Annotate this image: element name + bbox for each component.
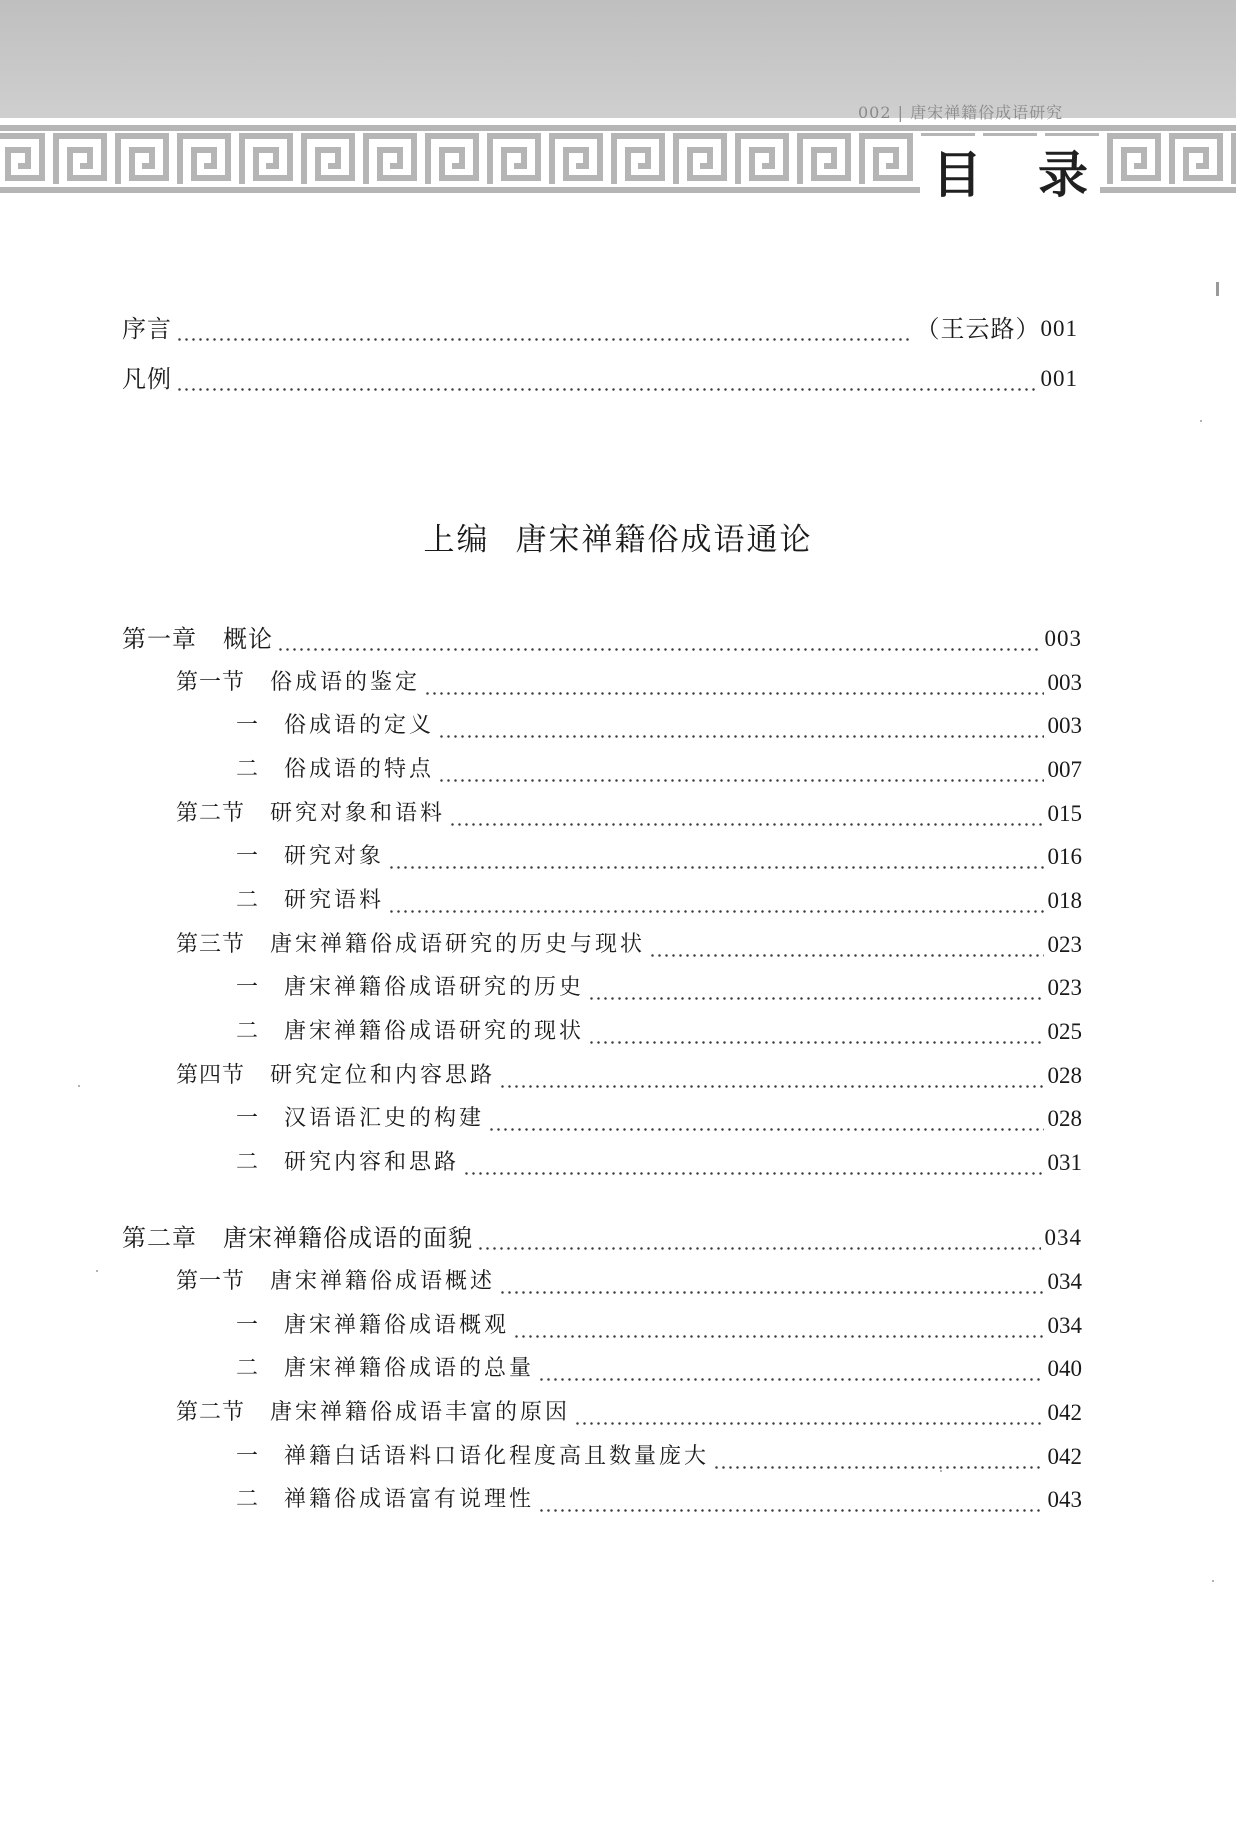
toc-entry-page: 028 bbox=[1047, 1106, 1082, 1131]
toc-entry-page: 023 bbox=[1047, 975, 1082, 1000]
leader-dots bbox=[499, 1061, 1043, 1091]
fret-key-motif bbox=[1110, 136, 1158, 184]
toc-entry-number: 二 bbox=[236, 888, 259, 913]
contents-title-char-1: 目 bbox=[932, 146, 982, 204]
toc-entry-title: 禅籍俗成语富有说理性 bbox=[284, 1487, 535, 1512]
toc-entry-number: 二 bbox=[236, 1356, 259, 1381]
toc-entry-page: 025 bbox=[1047, 1019, 1082, 1044]
toc-entry-page: 042 bbox=[1047, 1400, 1082, 1425]
fret-key-motif bbox=[56, 136, 104, 184]
toc-entry-number: 一 bbox=[236, 1106, 259, 1131]
toc-entry-page: 003 bbox=[1047, 713, 1082, 738]
toc-entry-page: 003 bbox=[1044, 626, 1082, 651]
toc-entry-page: 016 bbox=[1047, 844, 1082, 869]
toc-entry-title: 俗成语的定义 bbox=[284, 713, 435, 738]
toc-entry-number: 一 bbox=[236, 975, 259, 1000]
toc-entry-title: 序言 bbox=[122, 315, 172, 343]
toc-entry-title: 研究对象和语料 bbox=[270, 801, 446, 826]
toc-entry-number: 第一节 bbox=[176, 670, 246, 695]
toc-entry[interactable] bbox=[236, 1142, 1082, 1178]
toc-entry[interactable] bbox=[176, 1392, 1082, 1428]
toc-entry-title: 俗成语的鉴定 bbox=[270, 670, 421, 695]
toc-entry-number: 第二节 bbox=[176, 1400, 246, 1425]
toc-entry-number: 一 bbox=[236, 844, 259, 869]
toc-entry-page: 031 bbox=[1047, 1150, 1082, 1175]
toc-entry-number: 第三节 bbox=[176, 932, 246, 957]
toc-entry-page: 034 bbox=[1047, 1313, 1082, 1338]
leader-dots bbox=[499, 1267, 1043, 1297]
toc-entry-title: 研究语料 bbox=[284, 888, 385, 913]
leader-dots bbox=[449, 799, 1043, 829]
fret-key-motif bbox=[614, 136, 662, 184]
toc-entry[interactable] bbox=[236, 749, 1082, 785]
toc-entry-page: 040 bbox=[1047, 1356, 1082, 1381]
toc-entry-page: 043 bbox=[1047, 1487, 1082, 1512]
toc-entry-page: 001 bbox=[1040, 366, 1078, 391]
fret-key-motif bbox=[490, 136, 538, 184]
leader-dots bbox=[438, 755, 1043, 785]
fret-key-motif bbox=[800, 136, 848, 184]
toc-entry-title: 唐宋禅籍俗成语研究的历史与现状 bbox=[270, 932, 646, 957]
toc-entry-page: 001 bbox=[1040, 316, 1078, 341]
toc-entry-title: 俗成语的特点 bbox=[284, 757, 435, 782]
leader-dots bbox=[488, 1104, 1043, 1134]
toc-entry[interactable] bbox=[236, 880, 1082, 916]
toc-entry[interactable] bbox=[236, 836, 1082, 872]
toc-entry-page: 042 bbox=[1047, 1444, 1082, 1469]
toc-entry-title: 研究定位和内容思路 bbox=[270, 1063, 496, 1088]
toc-entry-page: 018 bbox=[1047, 888, 1082, 913]
toc-entry-title: 凡例 bbox=[122, 365, 172, 393]
fret-key-motif bbox=[118, 136, 166, 184]
toc-entry[interactable] bbox=[236, 1348, 1082, 1384]
fret-key-motif bbox=[1172, 136, 1220, 184]
contents-title-char-2: 录 bbox=[1038, 146, 1088, 204]
toc-entry-preface[interactable] bbox=[122, 308, 1078, 344]
leader-dots bbox=[538, 1354, 1043, 1384]
leader-dots bbox=[588, 1017, 1043, 1047]
toc-entry-title: 唐宋禅籍俗成语的总量 bbox=[284, 1356, 535, 1381]
leader-dots bbox=[388, 842, 1043, 872]
toc-entry-number: 二 bbox=[236, 1487, 259, 1512]
leader-dots bbox=[388, 886, 1043, 916]
toc-entry[interactable] bbox=[122, 1217, 1082, 1253]
toc-entry-number: 第一章 bbox=[122, 625, 197, 653]
scan-speck bbox=[1212, 1580, 1214, 1582]
leader-dots bbox=[649, 930, 1043, 960]
leader-dots bbox=[713, 1442, 1043, 1472]
scan-speck bbox=[940, 1470, 942, 1472]
toc-entry-number: 一 bbox=[236, 1444, 259, 1469]
fret-key-motif bbox=[366, 136, 414, 184]
toc-entry-title: 研究内容和思路 bbox=[284, 1150, 460, 1175]
leader-dots bbox=[176, 364, 1037, 394]
leader-dots bbox=[477, 1223, 1041, 1253]
toc-entry-number: 二 bbox=[236, 1150, 259, 1175]
fret-key-motif bbox=[676, 136, 724, 184]
scan-speck bbox=[96, 1270, 98, 1272]
leader-dots bbox=[588, 973, 1043, 1003]
toc-entry-title: 唐宋禅籍俗成语的面貌 bbox=[223, 1224, 473, 1252]
toc-entry-title: 唐宋禅籍俗成语概观 bbox=[284, 1313, 510, 1338]
toc-entry[interactable] bbox=[176, 1055, 1082, 1091]
leader-dots bbox=[438, 711, 1043, 741]
edge-mark bbox=[1216, 282, 1219, 296]
leader-dots bbox=[513, 1311, 1043, 1341]
toc-entry-author: （王云路） bbox=[915, 315, 1041, 343]
toc-entry-page: 034 bbox=[1044, 1225, 1082, 1250]
toc-entry[interactable] bbox=[176, 1261, 1082, 1297]
leader-dots bbox=[424, 668, 1043, 698]
contents-title bbox=[920, 136, 1100, 206]
toc-entry-title: 概论 bbox=[223, 625, 273, 653]
part-label: 上编 bbox=[423, 522, 490, 558]
toc-entry-title: 唐宋禅籍俗成语丰富的原因 bbox=[270, 1400, 571, 1425]
toc-entry[interactable] bbox=[176, 662, 1082, 698]
fret-key-motif bbox=[428, 136, 476, 184]
toc-entry-number: 一 bbox=[236, 1313, 259, 1338]
toc-entry-number: 第二章 bbox=[122, 1224, 197, 1252]
header-band bbox=[0, 0, 1236, 122]
leader-dots bbox=[277, 624, 1041, 654]
toc-entry-title: 唐宋禅籍俗成语研究的现状 bbox=[284, 1019, 585, 1044]
leader-dots bbox=[574, 1398, 1043, 1428]
toc-entry[interactable] bbox=[236, 967, 1082, 1003]
leader-dots bbox=[463, 1148, 1043, 1178]
toc-entry-page: 003 bbox=[1047, 670, 1082, 695]
fret-key-motif bbox=[552, 136, 600, 184]
toc-entry[interactable] bbox=[236, 1011, 1082, 1047]
toc-entry-number: 二 bbox=[236, 757, 259, 782]
leader-dots bbox=[176, 314, 912, 344]
fret-key-motif bbox=[180, 136, 228, 184]
toc-entry-title: 汉语语汇史的构建 bbox=[284, 1106, 485, 1131]
fret-key-motif bbox=[0, 136, 42, 184]
scan-speck bbox=[1200, 420, 1202, 422]
toc-entry-number: 二 bbox=[236, 1019, 259, 1044]
toc-entry-page: 028 bbox=[1047, 1063, 1082, 1088]
toc-entry-page: 034 bbox=[1047, 1269, 1082, 1294]
toc-entry[interactable] bbox=[236, 1479, 1082, 1515]
toc-entry-page: 023 bbox=[1047, 932, 1082, 957]
part-title: 唐宋禅籍俗成语通论 bbox=[515, 522, 813, 558]
fret-key-motif bbox=[242, 136, 290, 184]
toc-entry[interactable] bbox=[236, 1305, 1082, 1341]
toc-entry-number: 第四节 bbox=[176, 1063, 246, 1088]
toc-entry-title: 唐宋禅籍俗成语概述 bbox=[270, 1269, 496, 1294]
toc-entry[interactable] bbox=[176, 793, 1082, 829]
part-heading bbox=[0, 514, 1236, 559]
toc-entry-conventions[interactable] bbox=[122, 358, 1078, 394]
toc-entry-page: 007 bbox=[1047, 757, 1082, 782]
toc-entry[interactable] bbox=[236, 1098, 1082, 1134]
fret-key-motif bbox=[738, 136, 786, 184]
toc-entry-title: 唐宋禅籍俗成语研究的历史 bbox=[284, 975, 585, 1000]
toc-entry-page: 015 bbox=[1047, 801, 1082, 826]
toc-entry[interactable] bbox=[236, 1436, 1082, 1472]
scan-speck bbox=[78, 1085, 80, 1087]
toc-entry[interactable] bbox=[176, 924, 1082, 960]
toc-entry-number: 第一节 bbox=[176, 1269, 246, 1294]
toc-entry-title: 研究对象 bbox=[284, 844, 385, 869]
leader-dots bbox=[538, 1485, 1043, 1515]
toc-entry-title: 禅籍白话语料口语化程度高且数量庞大 bbox=[284, 1444, 710, 1469]
toc-entry[interactable] bbox=[122, 618, 1082, 654]
fret-key-motif bbox=[304, 136, 352, 184]
toc-entry-number: 一 bbox=[236, 713, 259, 738]
fret-key-motif bbox=[862, 136, 910, 184]
running-head: 002 | 唐宋禅籍俗成语研究 bbox=[858, 103, 1064, 122]
toc-entry[interactable] bbox=[236, 705, 1082, 741]
toc-entry-number: 第二节 bbox=[176, 801, 246, 826]
